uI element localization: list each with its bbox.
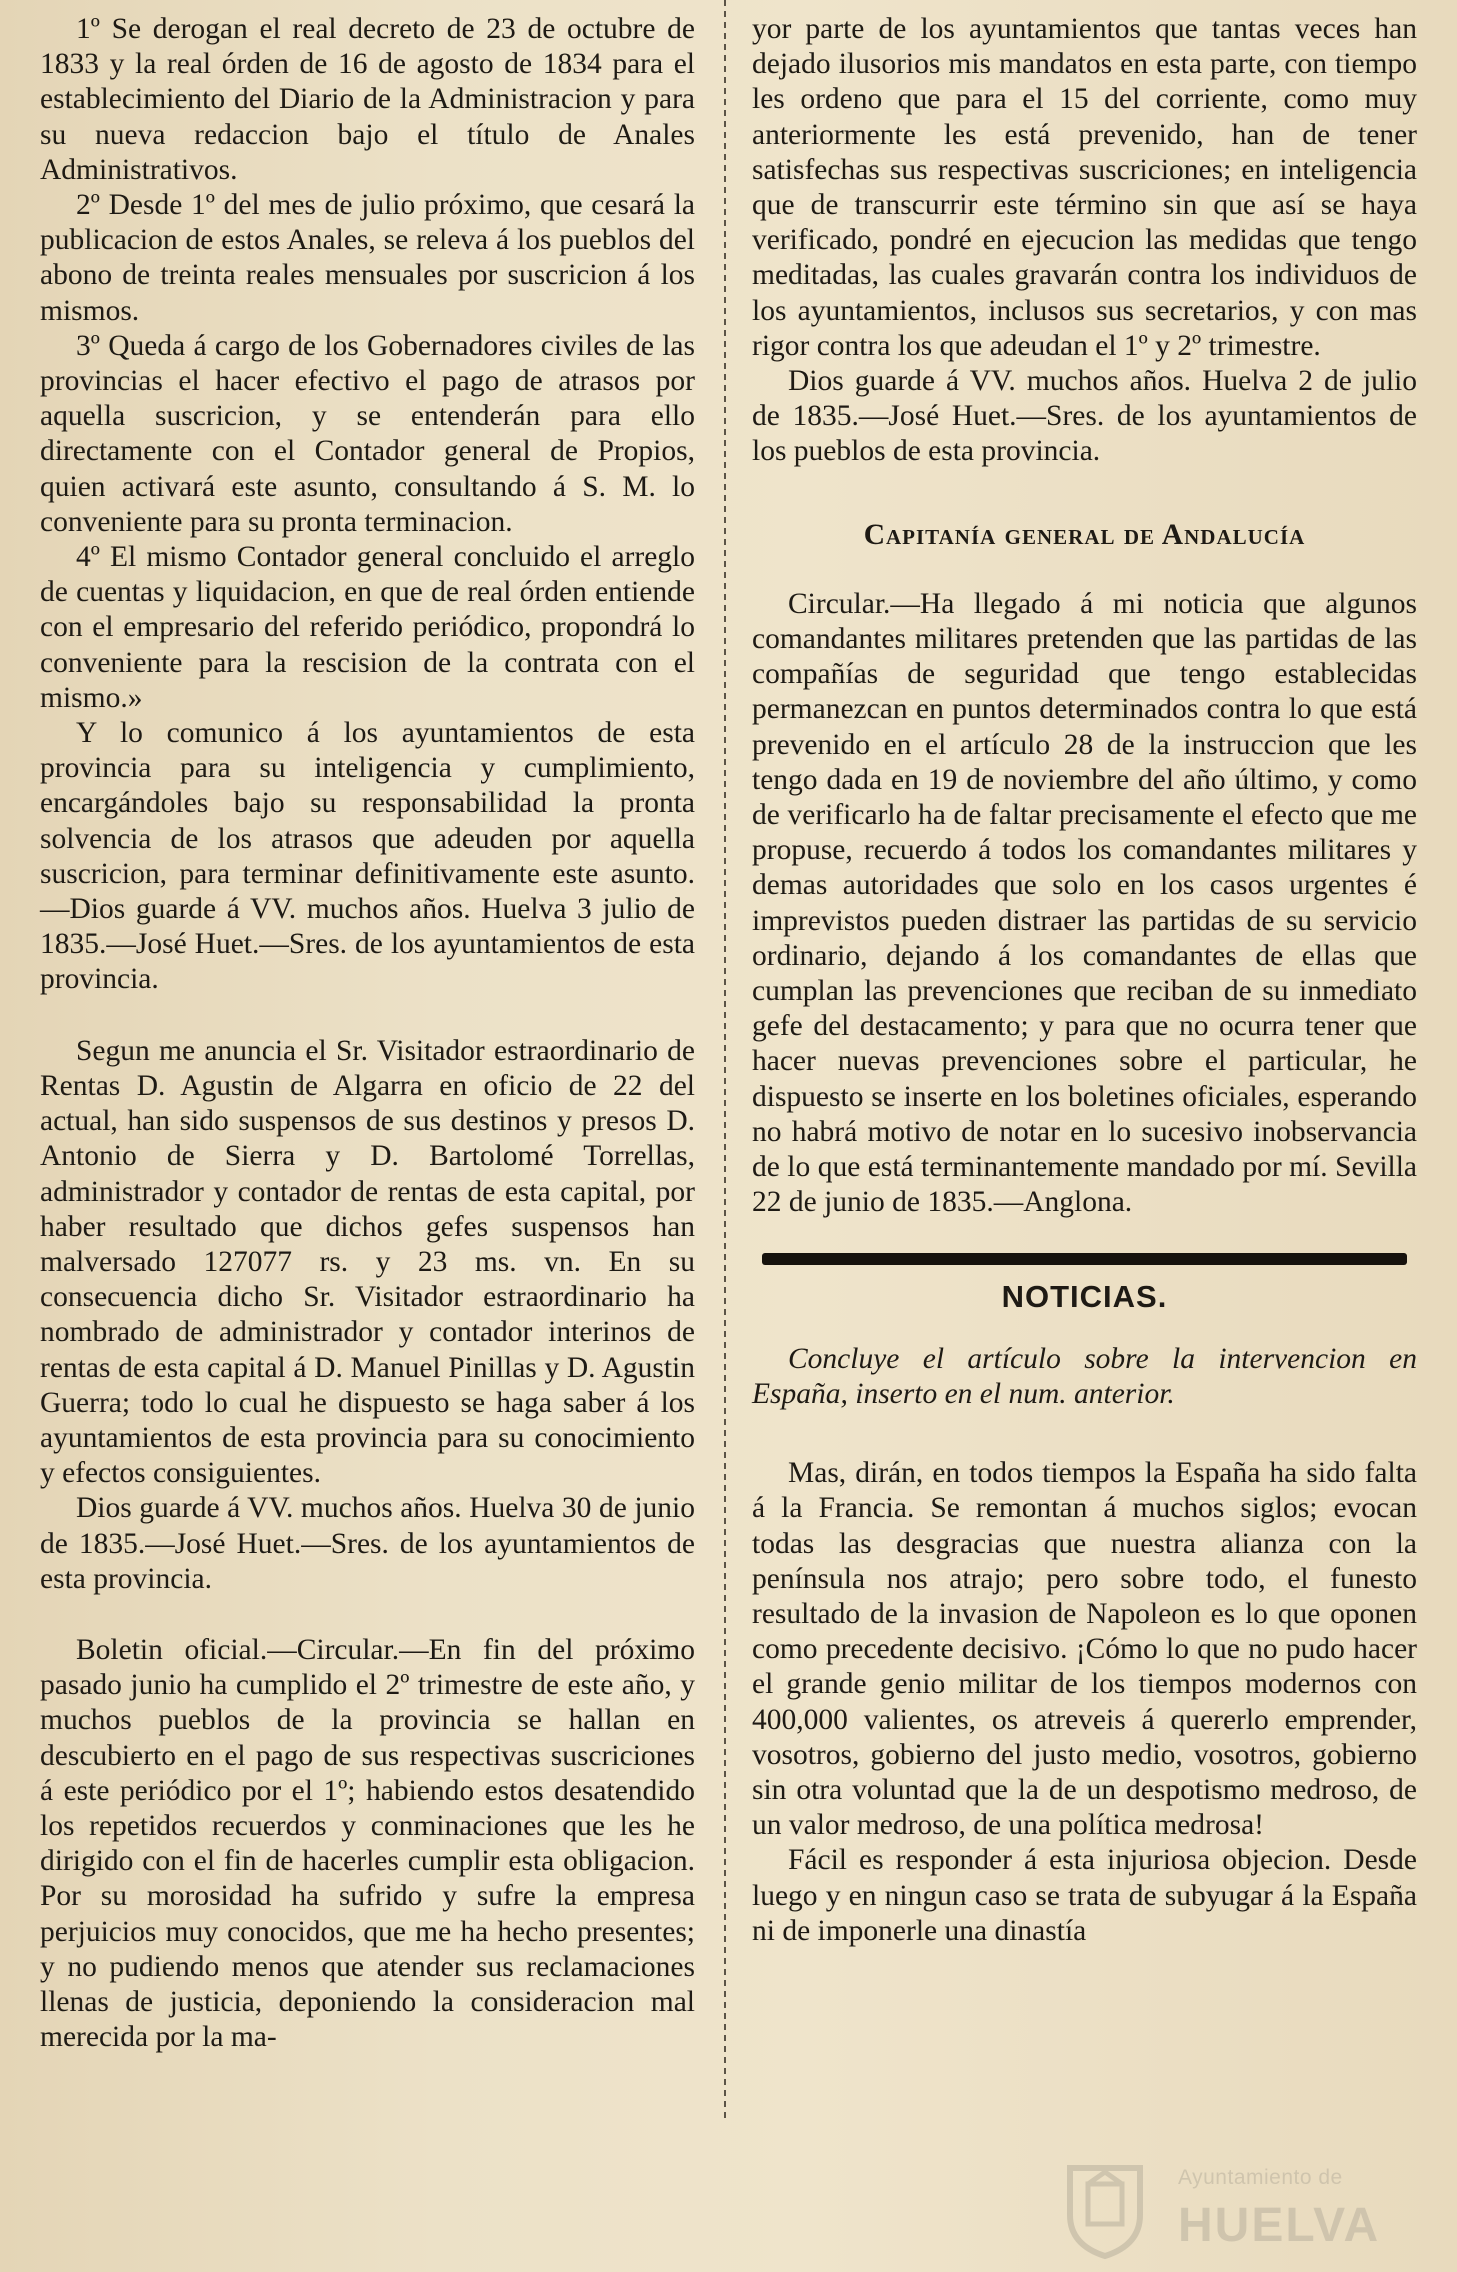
- visitador-signature: Dios guarde á VV. muchos años. Huelva 30 de junio de 1835.—José Huet.—Sres. de los ayuntamientos de esta provincia.: [40, 1492, 695, 1595]
- news-paragraph-1: Mas, dirán, en todos tiempos la España ha sido falta á la Francia. Se remontan á muchos siglos; evocan todas las desgracias que nuestra alianza con la península nos atrajo; pero sobre todo, el funesto resultado de la invasion de Napoleon es lo que oponen como precedente decisivo. ¡Cómo lo que no pudo hacer el grande genio militar de los tiempos modernos con 400,000 valientes, os atreveis á quererlo emprender, vosotros, gobierno del justo medio, vosotros, gobierno sin otra voluntad que la de un despotismo medroso, de un valor medroso, de una política medrosa!: [752, 1457, 1417, 1842]
- circular-signature: Dios guarde á VV. muchos años. Huelva 2 de julio de 1835.—José Huet.—Sres. de los ayuntamientos de los pueblos de esta provincia.: [752, 365, 1417, 468]
- watermark-top-text: Ayuntamiento de: [1178, 2166, 1343, 2189]
- watermark-city: HUELVA: [1178, 2199, 1381, 2252]
- circular-continuation: yor parte de los ayuntamientos que tantas veces han dejado ilusorios mis mandatos en esta parte, con tiempo les ordeno que para el 15 del corriente, como muy anteriormente les está prevenido, han de tener satisfechas sus respectivas suscriciones; en inteligencia que de transcurrir este término sin que así se haya verificado, pondré en ejecucion las medidas que tengo meditadas, las cuales gravarán contra los individuos de los ayuntamientos, inclusos sus secretarios, y con mas rigor contra los que adeudan el 1º y 2º trimestre.: [752, 13, 1417, 362]
- archive-watermark: [1050, 2160, 1420, 2265]
- news-intro: Concluye el artículo sobre la intervencion en España, inserto en el num. anterior.: [752, 1342, 1417, 1410]
- communication-paragraph: Y lo comunico á los ayuntamientos de esta provincia para su inteligencia y cumplimiento, encargándoles bajo su responsabilidad la pronta solvencia de los atrasos que adeuden por aquella suscricion, para terminar definitivamente este asunto.—Dios guarde á VV. muchos años. Huelva 3 julio de 1835.—José Huet.—Sres. de los ayuntamientos de esta provincia.: [40, 717, 695, 996]
- news-heading: NOTICIAS.: [1001, 1278, 1168, 1314]
- decree-article-2: 2º Desde 1º del mes de julio próximo, que cesará la publicacion de estos Anales, se releva á los pueblos del abono de treinta reales mensuales por suscricion á los mismos.: [40, 189, 695, 327]
- decree-article-1: 1º Se derogan el real decreto de 23 de octubre de 1833 y la real órden de 16 de agosto de 1834 para el establecimiento del Diario de la Administracion y para su nueva redaccion bajo el título de Anales Administrativos.: [40, 13, 695, 186]
- shield-crest-icon: [1050, 2160, 1160, 2260]
- news-paragraph-2: Fácil es responder á esta injuriosa objecion. Desde luego y en ningun caso se trata de subyugar á la España ni de imponerle una dinastía: [752, 1844, 1417, 1947]
- decree-article-3: 3º Queda á cargo de los Gobernadores civiles de las provincias el hacer efectivo el pago de atrasos por aquella suscricion, y se entenderán para ello directamente con el Contador general de Propios, quien activará este asunto, consultando á S. M. lo conveniente para su pronta terminacion.: [40, 329, 695, 538]
- boletin-circular: Boletin oficial.—Circular.—En fin del próximo pasado junio ha cumplido el 2º trimestre de este año, y muchos pueblos de la provincia se hallan en descubierto en el pago de sus respectivas suscriciones á este periódico por el 1º; habiendo estos desatendido los repetidos recuerdos y conminaciones que les he dirigido con el fin de hacerles cumplir esta obligacion. Por su morosidad ha sufrido y sufre la empresa perjuicios muy conocidos, que me ha hecho presentes; y no pudiendo menos que atender sus reclamaciones llenas de justicia, deponiendo la consideracion mal merecida por la ma-: [40, 1633, 695, 2054]
- right-column: [752, 12, 1417, 1949]
- section-title: Capitanía general de Andalucía: [863, 518, 1306, 551]
- column-divider: [724, 0, 726, 2120]
- decree-article-4: 4º El mismo Contador general concluido el arreglo de cuentas y liquidacion, en que de real órden entiende con el empresario del referido periódico, propondrá lo conveniente para la rescision de la contrata con el mismo.»: [40, 541, 695, 714]
- section-separator: [762, 1253, 1407, 1265]
- left-column: [40, 12, 695, 2055]
- visitador-notice: Segun me anuncia el Sr. Visitador estraordinario de Rentas D. Agustin de Algarra en oficio de 22 del actual, han sido suspensos de sus destinos y presos D. Antonio de Sierra y D. Bartolomé Torrellas, administrador y contador de rentas de esta capital, por haber resultado que dichos gefes suspensos han malversado 127077 rs. y 23 ms. vn. En su consecuencia dicho Sr. Visitador estraordinario ha nombrado de administrador y contador interinos de rentas de esta capital á D. Manuel Pinillas y D. Agustin Guerra; todo lo cual he dispuesto se haga saber á los ayuntamientos de esta provincia para su conocimiento y efectos consiguientes.: [40, 1034, 695, 1490]
- capitania-circular: Circular.—Ha llegado á mi noticia que algunos comandantes militares pretenden que las partidas de las compañías de seguridad que tengo establecidas permanezcan en puntos determinados contra lo que está prevenido en el artículo 28 de la instruccion que les tengo dada en 19 de noviembre del año último, y como de verificarlo ha de faltar precisamente el efecto que me propuse, recuerdo á todos los comandantes militares y demas autoridades que solo en los casos urgentes é imprevistos pueden distraer las partidas de su servicio ordinario, dejando á los comandantes de ellas que cumplan las prevenciones que reciban de su inmediato gefe del destacamento; y para que no ocurra tener que hacer nuevas prevenciones sobre el particular, he dispuesto se inserte en los boletines oficiales, esperando no habrá motivo de notar en lo sucesivo inobservancia de lo que está terminantemente mandado por mí. Sevilla 22 de junio de 1835.—Anglona.: [752, 587, 1417, 1219]
